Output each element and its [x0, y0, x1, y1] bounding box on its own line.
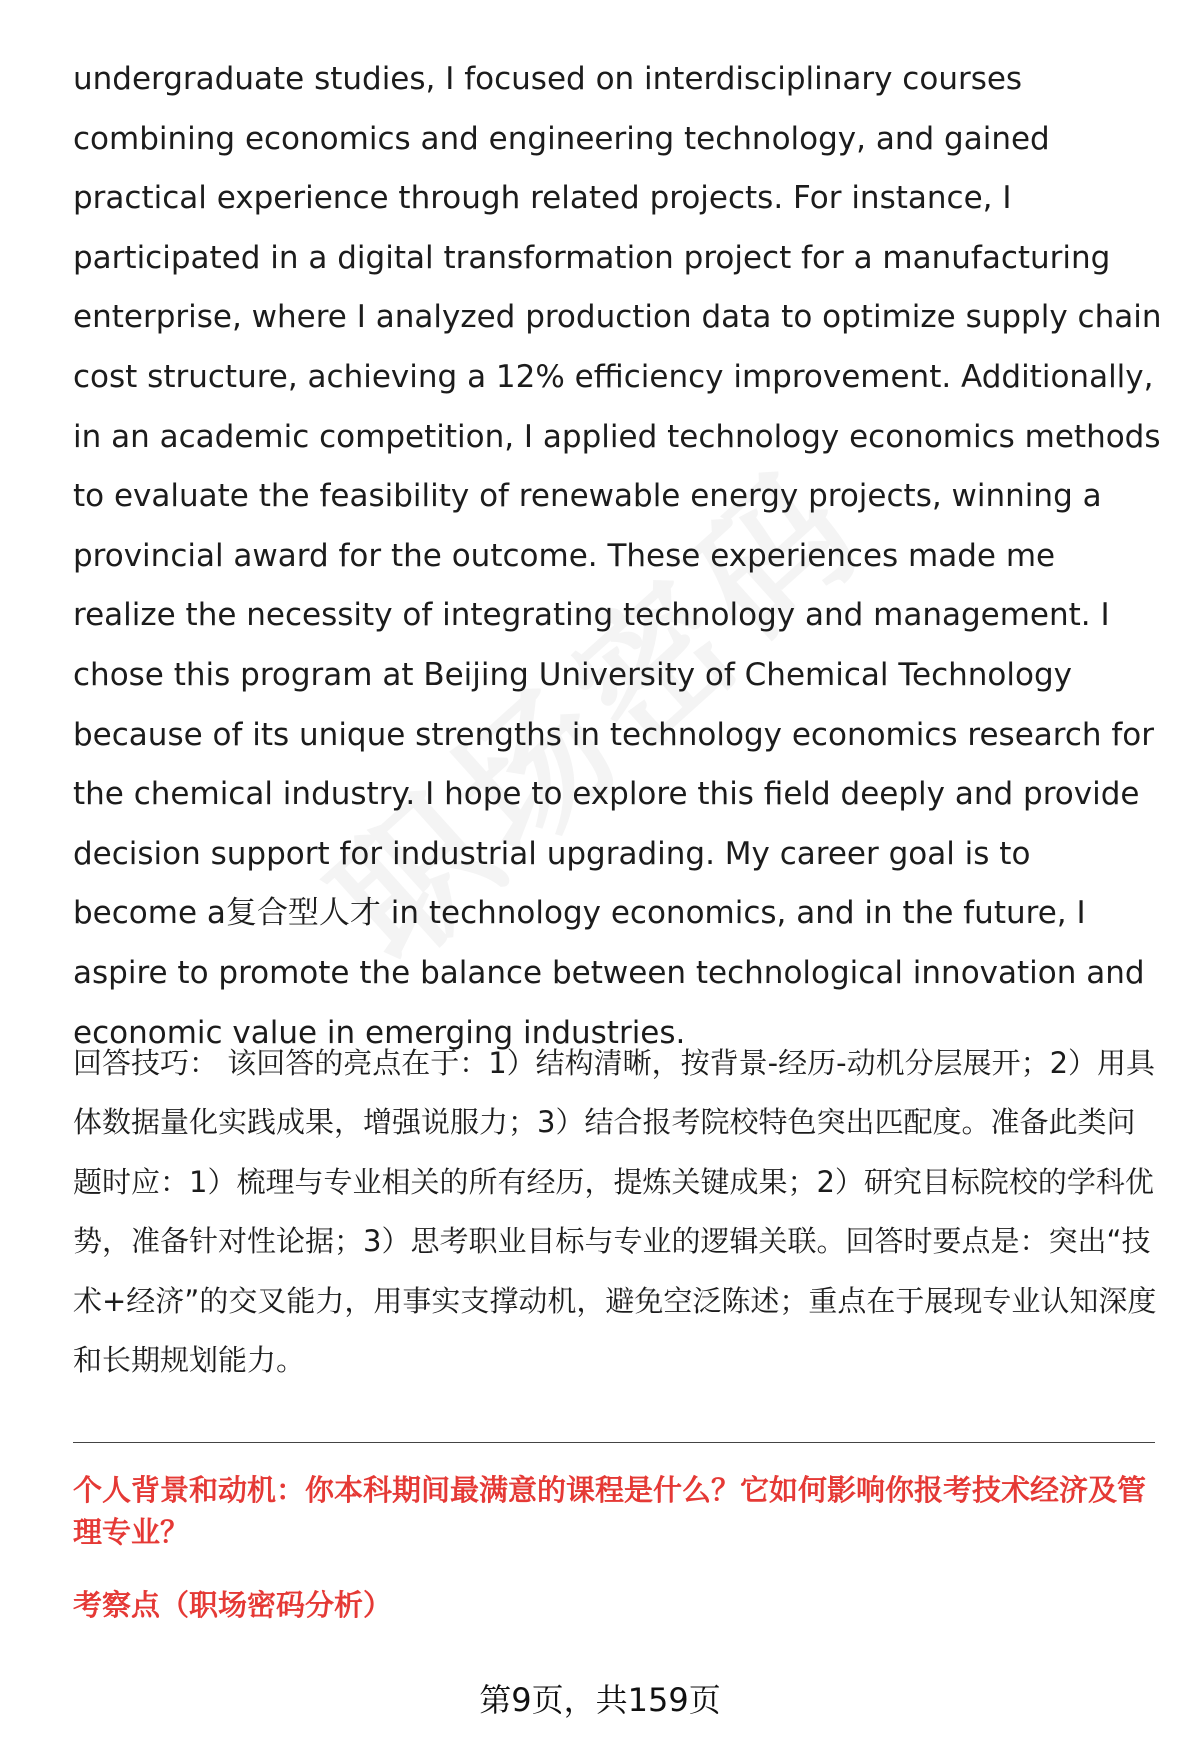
answer-tips-paragraph: 回答技巧： 该回答的亮点在于：1）结构清晰，按背景-经历-动机分层展开；2）用具体数据量化实践成果，增强说服力；3）结合报考院校特色突出匹配度。准备此类问题时应：1）梳理与专业相关的所有经历，提炼关键成果；2）研究目标院校的学科优势，准备针对性论据；3）思考职业目标与专业的逻辑关联。回答时要点是：突出“技术+经济”的交叉能力，用事实支撑动机，避免空泛陈述；重点在于展现专业认知深度和长期规划能力。 [73, 1046, 1157, 1378]
section-divider [73, 1442, 1155, 1443]
page-number: 第9页，共159页 [479, 1681, 721, 1719]
assessment-section-label: 考察点（职场密码分析） [73, 1588, 393, 1622]
question-heading: 个人背景和动机：你本科期间最满意的课程是什么？它如何影响你报考技术经济及管理专业？ [73, 1473, 1147, 1549]
answer-paragraph: undergraduate studies, I focused on interdisciplinary courses combining economics and engineering technology, and gained practical experience through related projects. For instance, I participated in a digital transformation project for a manufacturing enterprise, where I analyzed production data to optimize supply chain cost structure, achieving a 12% efficiency improvement. Additionally, in an academic competition, I applied technology economics methods to evaluate the feasibility of renewable energy projects, winning a provincial award for the outcome. These experiences made me realize the necessity of integrating technology and management. I chose this program at Beijing University of Chemical Technology because of its unique strengths in technology economics research for the chemical industry. I hope to explore this field deeply and provide decision support for industrial upgrading. My career goal is to become a复合型人才 in technology economics, and in the future, I aspire to promote the balance between technological innovation and economic value in emerging industries. [73, 61, 1162, 1051]
